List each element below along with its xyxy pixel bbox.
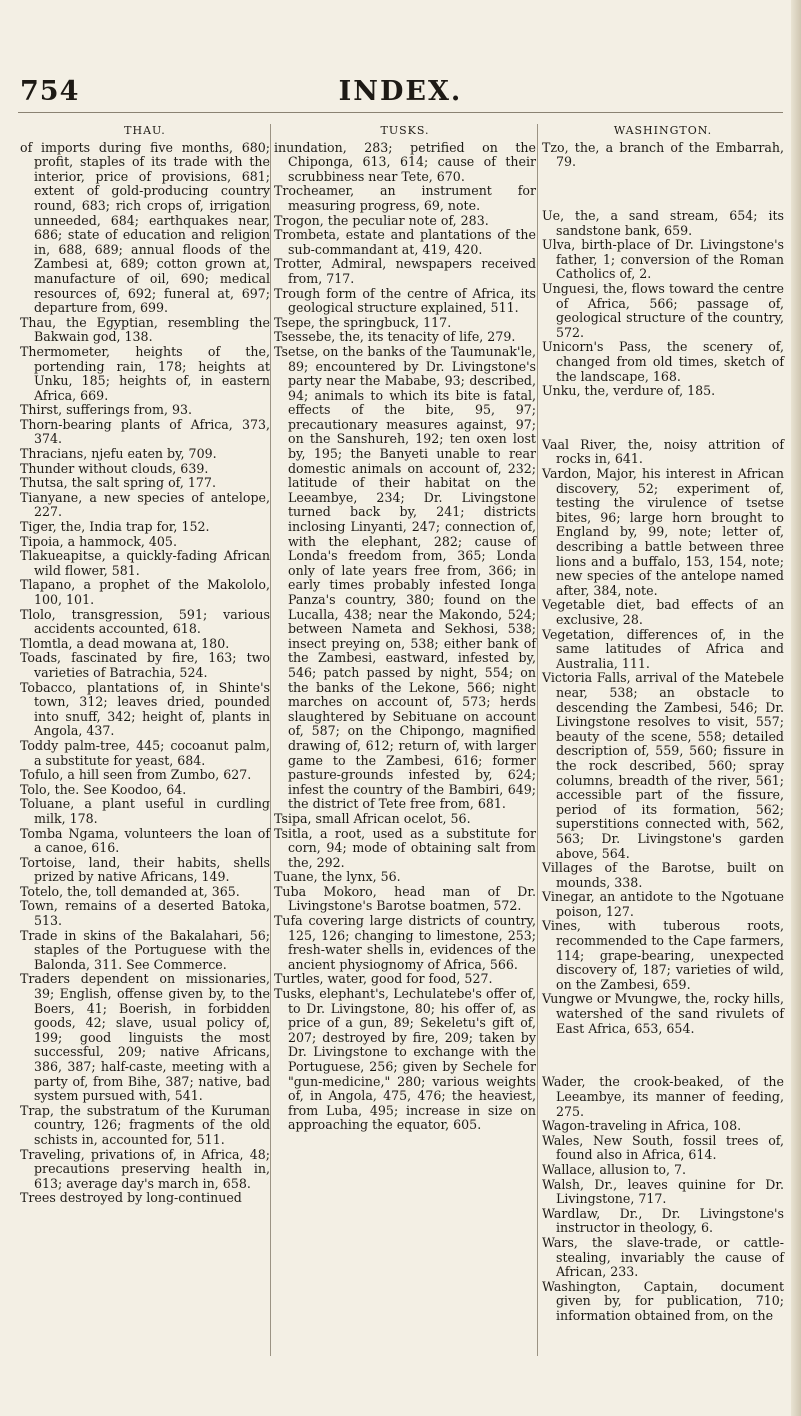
index-entry: Tomba Ngama, volunteers the loan of a canoe, 616. bbox=[20, 825, 270, 856]
section-gap bbox=[542, 1049, 784, 1063]
header-rule bbox=[18, 112, 783, 113]
index-entry: Tipoia, a hammock, 405. bbox=[20, 533, 177, 549]
index-entry: Tsetse, on the banks of the Taumunak'le, 89; encountered by Dr. Livingstone's party near the Mababe, 93; described, 94; animals to which its bite is fatal, effects of the bite, 95, 97; precautionary measures against, 97; on the Sanshureh, 192; ten oxen lost by, 195; the Banyeti unable to rear domestic animals on account of, 232; latitude of their habitat on the Leeambye, 234; Dr. Livingstone turned back by, 241; districts inclosing Linyanti, 247; connection of, with the elephant, 282; cause of Londa's freedom from, 365; Londa only of late years free from, 366; in early times probably infested Ionga Panza's country, 380; found on the Lucalla, 438; near the Makondo, 524; between Nameta and Sekhosi, 538; insect preying on, 538; either bank of the Zambesi, eastward, infested by, 546; patch passed by night, 554; on the banks of the Lekone, 566; night marches on account of, 573; herds slaughtered by Sebituane on account of, 587; on the Chipongo, magnified drawing of, 612; return of, with larger game to the Zambesi, 616; former pasture-grounds infested by, 624; infest the country of the Bambiri, 649; the district of Tete free from, 681. bbox=[274, 343, 536, 812]
index-entry: Tianyane, a new species of antelope, 227. bbox=[20, 489, 270, 520]
index-entry: Town, remains of a deserted Batoka, 513. bbox=[20, 898, 270, 929]
index-entry: Thracians, njefu eaten by, 709. bbox=[20, 446, 217, 462]
index-column-3 bbox=[542, 124, 784, 1324]
index-entry: Wallace, allusion to, 7. bbox=[542, 1161, 686, 1177]
index-entry: Wales, New South, fossil trees of, found also in Africa, 614. bbox=[542, 1132, 784, 1163]
index-entry: Thirst, sufferings from, 93. bbox=[20, 402, 192, 418]
index-entry: Walsh, Dr., leaves quinine for Dr. Livingstone, 717. bbox=[542, 1176, 784, 1207]
page-title: INDEX. bbox=[338, 76, 463, 107]
index-entry: Vegetation, differences of, in the same latitudes of Africa and Australia, 111. bbox=[542, 626, 784, 671]
column-divider bbox=[537, 124, 538, 1356]
index-entry: Ulva, birth-place of Dr. Livingstone's father, 1; conversion of the Roman Catholics of, 2. bbox=[542, 237, 784, 282]
index-entry: Vinegar, an antidote to the Ngotuane poison, 127. bbox=[542, 889, 784, 919]
section-gap bbox=[542, 182, 784, 196]
index-entry: Totelo, the, toll demanded at, 365. bbox=[20, 883, 240, 899]
index-entry: Vegetable diet, bad effects of an exclusive, 28. bbox=[542, 597, 784, 627]
index-entry: Tolo, the. See Koodoo, 64. bbox=[20, 781, 187, 797]
index-entry: inundation, 283; petrified on the Chiponga, 613, 614; cause of their scrubbiness near Tete, 670. bbox=[274, 139, 536, 184]
index-entry: Vines, with tuberous roots, recommended to the Cape farmers, 114; grape-bearing, unexpected discovery of, 187; varieties of wild, on the Zambesi, 659. bbox=[542, 918, 784, 992]
index-entry: Wagon-traveling in Africa, 108. bbox=[542, 1118, 742, 1134]
page-header bbox=[0, 0, 801, 110]
column-divider bbox=[270, 124, 271, 1356]
index-entry: Tsipa, small African ocelot, 56. bbox=[274, 810, 471, 826]
index-entry: Toads, fascinated by fire, 163; two varieties of Batrachia, 524. bbox=[20, 650, 270, 680]
page-edge-shadow bbox=[791, 0, 801, 1416]
index-entry: Ue, the, a sand stream, 654; its sandstone bank, 659. bbox=[542, 207, 784, 238]
index-entry: Unguesi, the, flows toward the centre of Africa, 566; passage of, geological structure of the country, 572. bbox=[542, 280, 784, 340]
index-entry: Vardon, Major, his interest in African discovery, 52; experiment of, testing the virulence of tsetse bites, 96; large horn brought to England by, 99, note; letter of, describing a battle between three lions and a buffalo, 153, 154, note; new species of the antelope named after, 384, note. bbox=[542, 466, 784, 598]
index-entry: Tofulo, a hill seen from Zumbo, 627. bbox=[20, 767, 252, 783]
index-entry: Tiger, the, India trap for, 152. bbox=[20, 519, 210, 535]
index-entry: Trombeta, estate and plantations of the sub-commandant at, 419, 420. bbox=[274, 227, 536, 257]
index-entry: Wader, the crook-beaked, of the Leeambye, its manner of feeding, 275. bbox=[542, 1074, 784, 1119]
index-entry: Trough form of the centre of Africa, its geological structure explained, 511. bbox=[274, 285, 536, 316]
index-entry: Wardlaw, Dr., Dr. Livingstone's instructor in theology, 6. bbox=[542, 1205, 784, 1236]
index-entry: Tuba Mokoro, head man of Dr. Livingstone's Barotse boatmen, 572. bbox=[274, 883, 536, 914]
section-gap bbox=[542, 411, 784, 425]
index-entry: Thunder without clouds, 639. bbox=[20, 460, 209, 476]
index-entry: Trotter, Admiral, newspapers received from, 717. bbox=[274, 256, 536, 286]
index-entry: Wars, the slave-trade, or cattle-stealing, invariably the cause of African, 233. bbox=[542, 1234, 784, 1280]
index-entry: Tlapano, a prophet of the Makololo, 100, 101. bbox=[20, 577, 270, 607]
index-entry: Turtles, water, good for food, 527. bbox=[274, 971, 493, 987]
index-entry: Trap, the substratum of the Kuruman country, 126; fragments of the old schists in, accounted for, 511. bbox=[20, 1102, 270, 1147]
index-entry: Vungwe or Mvungwe, the, rocky hills, watershed of the sand rivulets of East Africa, 653, 654. bbox=[542, 991, 784, 1036]
index-entry: Tsepe, the springbuck, 117. bbox=[274, 314, 452, 330]
index-entry: Thorn-bearing plants of Africa, 373, 374. bbox=[20, 416, 270, 447]
index-entry: Traveling, privations of, in Africa, 48; precautions preserving health in, 613; average day's march in, 658. bbox=[20, 1146, 270, 1191]
index-entry: Toluane, a plant useful in curdling milk, 178. bbox=[20, 796, 270, 826]
index-entry: Tlomtla, a dead mowana at, 180. bbox=[20, 635, 230, 651]
index-entry: Tlakueapitse, a quickly-fading African wild flower, 581. bbox=[20, 548, 270, 578]
index-entry: Unku, the, verdure of, 185. bbox=[542, 383, 716, 399]
index-entry: Tufa covering large districts of country, 125, 126; changing to limestone, 253; fresh-water shells in, evidences of the ancient physiognomy of Africa, 566. bbox=[274, 913, 536, 972]
index-entry: Traders dependent on missionaries, 39; English, offense given by, to the Boers, 41; Boerish, in forbidden goods, 42; slave, usual policy of, 199; good linguists the most successful, 209; native Africans, 386, 387; half-caste, meeting with a party of, from Bihe, 387; native, bad system pursued with, 541. bbox=[20, 971, 270, 1104]
index-entry: Villages of the Barotse, built on mounds, 338. bbox=[542, 860, 784, 890]
index-entry: Thermometer, heights of the, portending rain, 178; heights at Unku, 185; heights of, in eastern Africa, 669. bbox=[20, 343, 270, 403]
column-running-head: TUSKS. bbox=[380, 124, 430, 137]
index-entry: Thutsa, the salt spring of, 177. bbox=[20, 475, 216, 491]
page-number: 754 bbox=[20, 76, 80, 107]
column-running-head: WASHINGTON. bbox=[613, 124, 713, 137]
index-entry: Tsessebe, the, its tenacity of life, 279. bbox=[274, 329, 516, 345]
index-entry: of imports during five months, 680; profit, staples of its trade with the interior, price of provisions, 681; extent of gold-producing country round, 683; rich crops of, irrigation unneeded, 684; earthquakes near, 686; state of education and religion in, 688, 689; annual floods of the Zambesi at, 689; cotton grown at, manufacture of oil, 690; medical resources of, 692; funeral at, 697; departure from, 699. bbox=[20, 139, 270, 316]
index-entry: Tzo, the, a branch of the Embarrah, 79. bbox=[542, 139, 784, 170]
index-entry: Trees destroyed by long-continued bbox=[20, 1190, 242, 1206]
index-entry: Tusks, elephant's, Lechulatebe's offer of, to Dr. Livingstone, 80; his offer of, as price of a gun, 89; Sekeletu's gift of, 207; destroyed by fire, 209; taken by Dr. Livingstone to exchange with the Portuguese, 256; given by Sechele for "gun-medicine," 280; various weights of, in Angola, 475, 476; the heaviest, from Luba, 495; increase in size on approaching the equator, 605. bbox=[274, 986, 536, 1133]
index-entry: Thau, the Egyptian, resembling the Bakwain god, 138. bbox=[20, 314, 270, 345]
index-entry: Toddy palm-tree, 445; cocoanut palm, a substitute for yeast, 684. bbox=[20, 737, 270, 768]
index-column-2 bbox=[274, 124, 536, 1133]
index-entry: Tlolo, transgression, 591; various accidents accounted, 618. bbox=[20, 606, 270, 637]
column-running-head: THAU. bbox=[124, 124, 166, 137]
index-entry: Washington, Captain, document given by, for publication, 710; information obtained from, on the bbox=[542, 1278, 784, 1323]
index-entry: Vaal River, the, noisy attrition of rocks in, 641. bbox=[542, 436, 784, 467]
index-entry: Unicorn's Pass, the scenery of, changed from old times, sketch of the landscape, 168. bbox=[542, 339, 784, 384]
index-entry: Trade in skins of the Bakalahari, 56; staples of the Portuguese with the Balonda, 311. See Commerce. bbox=[20, 927, 270, 972]
index-entry: Trogon, the peculiar note of, 283. bbox=[274, 212, 489, 228]
index-entry: Victoria Falls, arrival of the Matebele near, 538; an obstacle to descending the Zambesi, 546; Dr. Livingstone resolves to visit, 557; beauty of the scene, 558; detailed description of, 559, 560; fissure in the rock described, 560; spray columns, breadth of the river, 561; accessible part of the fissure, period of its formation, 562; superstitions connected with, 562, 563; Dr. Livingstone's garden above, 564. bbox=[542, 670, 784, 861]
index-column-1 bbox=[20, 124, 270, 1206]
index-entry: Trocheamer, an instrument for measuring progress, 69, note. bbox=[274, 183, 536, 213]
index-entry: Tsitla, a root, used as a substitute for corn, 94; mode of obtaining salt from the, 292. bbox=[274, 825, 536, 870]
index-entry: Tobacco, plantations of, in Shinte's town, 312; leaves dried, pounded into snuff, 342; height of, plants in Angola, 437. bbox=[20, 679, 270, 739]
index-entry: Tuane, the lynx, 56. bbox=[274, 869, 401, 885]
index-entry: Tortoise, land, their habits, shells prized by native Africans, 149. bbox=[20, 854, 270, 885]
